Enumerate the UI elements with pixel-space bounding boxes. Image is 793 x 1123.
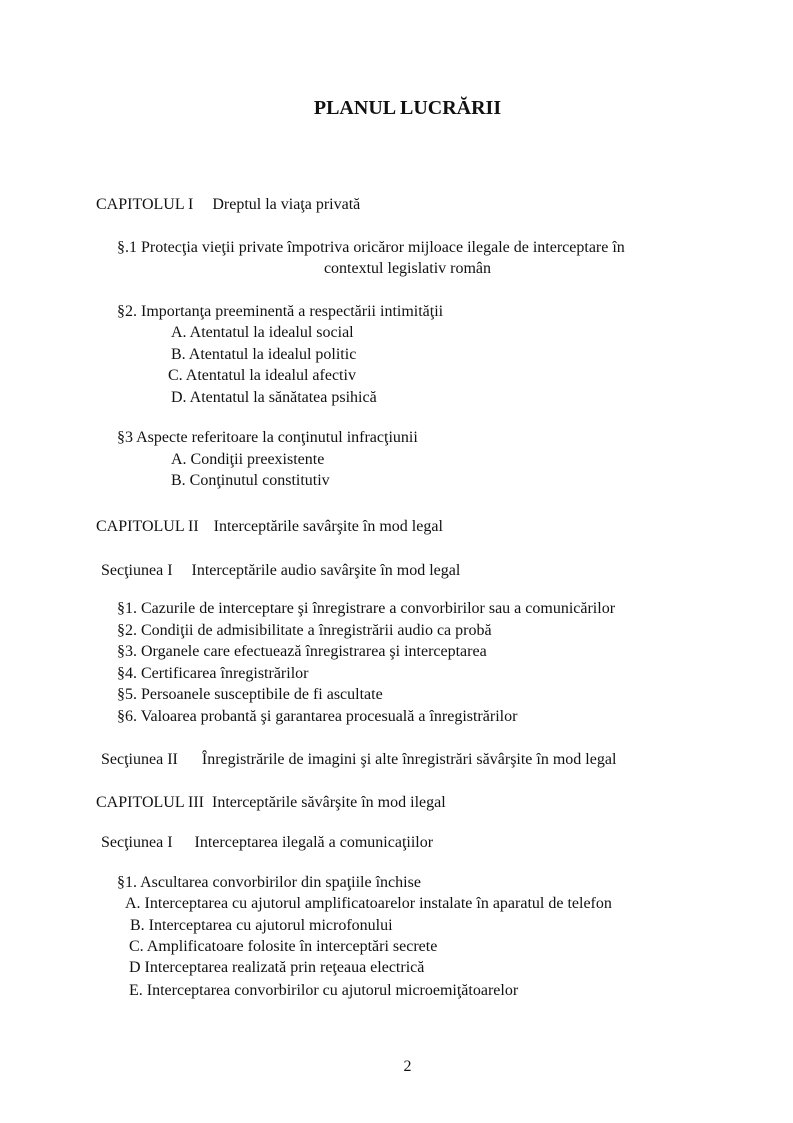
chapter-2-label: CAPITOLUL II: [96, 518, 199, 535]
chapter-3-label: CAPITOLUL III: [96, 794, 204, 811]
section-2-item-a: A. Atentatul la idealul social: [171, 324, 354, 341]
section-2-heading: §2. Importanţa preeminentă a respectării intimităţii: [117, 303, 444, 320]
ch3-section-1-title: Interceptarea ilegală a comunicaţiilor: [194, 834, 434, 851]
section-1-line1: §.1 Protecţia vieţii private împotriva oricăror mijloace ilegale de interceptare în: [117, 239, 625, 256]
ch3-item-e: E. Interceptarea convorbirilor cu ajutorul microemiţătoarelor: [129, 982, 519, 999]
ch2-item-5: §5. Persoanele susceptibile de fi ascultate: [117, 686, 383, 703]
chapter-2-title: Interceptările savârşite în mod legal: [213, 518, 443, 535]
ch3-item-b: B. Interceptarea cu ajutorul microfonului: [130, 917, 393, 934]
section-3-heading: §3 Aspecte referitoare la conţinutul infracţiunii: [117, 429, 418, 446]
ch2-item-3: §3. Organele care efectuează înregistrarea şi interceptarea: [117, 643, 487, 660]
ch3-section-1-heading: [101, 833, 433, 853]
ch2-item-2: §2. Condiţii de admisibilitate a înregistrării audio ca probă: [117, 622, 492, 639]
ch3-item-c: C. Amplificatoare folosite în interceptări secrete: [129, 938, 438, 955]
chapter-3-title: Interceptările săvârşite în mod ilegal: [211, 794, 446, 811]
chapter-2-heading: [96, 517, 443, 537]
section-1-line2: contextul legislativ român: [323, 260, 492, 277]
chapter-1-label: CAPITOLUL I: [96, 196, 194, 213]
ch3-section-1-label: Secţiunea I: [101, 834, 173, 851]
ch2-section-1-label: Secţiunea I: [101, 562, 173, 579]
ch2-item-4: §4. Certificarea înregistrărilor: [117, 665, 309, 682]
ch2-section-1-heading: [101, 561, 460, 581]
chapter-1-heading: [96, 195, 360, 215]
chapter-1-title: Dreptul la viaţa privată: [212, 196, 361, 213]
section-3-item-b: B. Conţinutul constitutiv: [171, 472, 330, 489]
ch2-item-1: §1. Cazurile de interceptare şi înregistrare a convorbirilor sau a comunicărilor: [117, 600, 616, 617]
page-number: 2: [403, 1058, 412, 1075]
ch2-section-2-label: Secţiunea II: [101, 751, 178, 768]
section-2-item-c: C. Atentatul la idealul afectiv: [168, 367, 356, 384]
ch2-section-2-heading: [101, 750, 616, 770]
section-2-item-b: B. Atentatul la idealul politic: [171, 346, 357, 363]
ch2-section-1-title: Interceptările audio savârşite în mod legal: [191, 562, 461, 579]
page-title: PLANUL LUCRĂRII: [313, 97, 502, 119]
ch3-item-d: D Interceptarea realizată prin reţeaua electrică: [129, 959, 425, 976]
ch2-section-2-title: Înregistrările de imagini şi alte înregistrări săvârşite în mod legal: [201, 751, 617, 768]
ch2-item-6: §6. Valoarea probantă şi garantarea procesuală a înregistrărilor: [117, 708, 518, 725]
section-3-item-a: A. Condiţii preexistente: [171, 451, 325, 468]
ch3-item-a: A. Interceptarea cu ajutorul amplificatoarelor instalate în aparatul de telefon: [125, 895, 612, 912]
section-2-item-d: D. Atentatul la sănătatea psihică: [171, 389, 377, 406]
chapter-3-heading: [96, 793, 446, 813]
ch3-subsection-1-heading: §1. Ascultarea convorbirilor din spaţiile închise: [117, 874, 421, 891]
